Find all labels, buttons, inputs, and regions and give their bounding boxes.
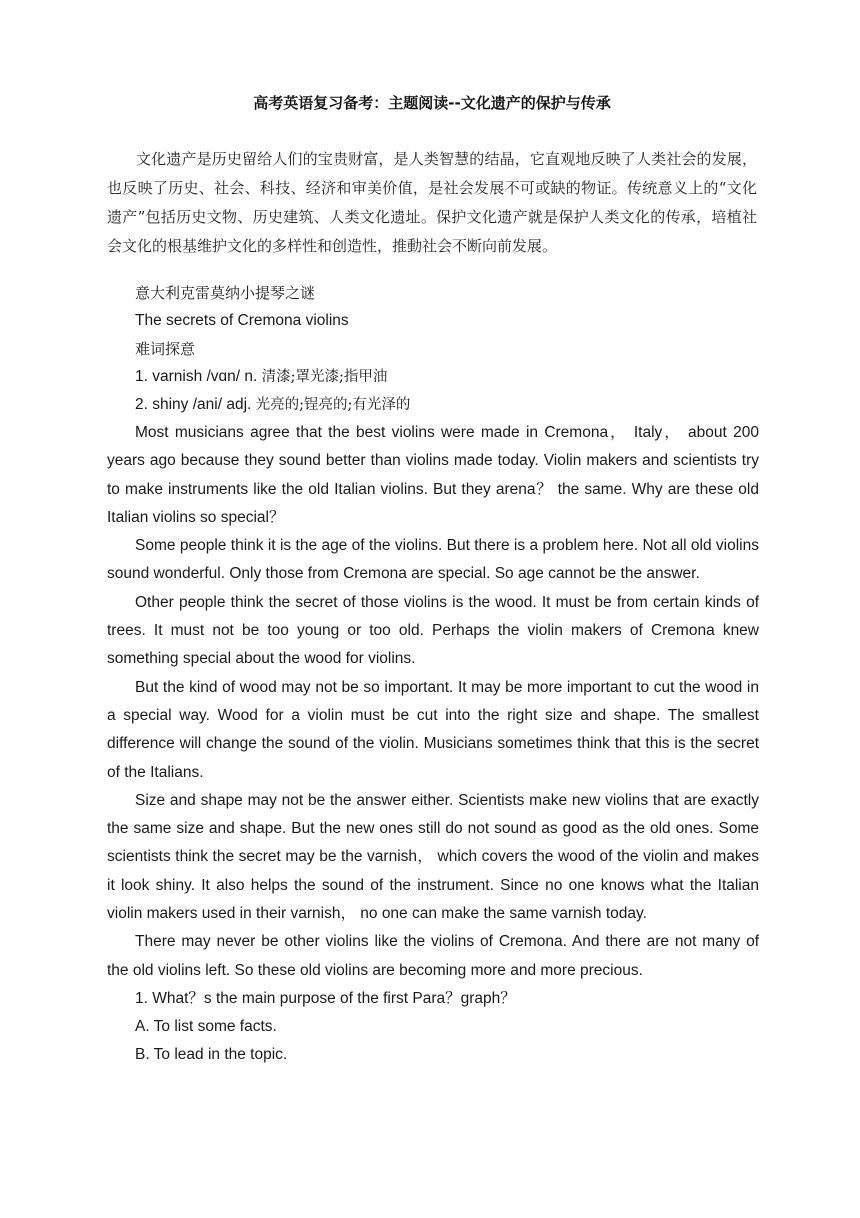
article-paragraph: Some people think it is the age of the violins. But there is a problem here. Not all old violins sound wonderful. Only those from Cremona are special. So age cannot be the answer. [107,537,759,583]
vocab-meaning: 清漆;罩光漆;指甲油 [261,369,388,385]
question-text: 1. What？s the main purpose of the first Para？graph？ [135,989,516,1007]
vocab-meaning: 光亮的;锃亮的;有光泽的 [255,397,411,413]
heading-chinese: 意大利克雷莫纳小提琴之谜 [135,284,316,302]
reading-section [107,279,759,1069]
vocab-item [107,391,759,419]
vocab-item [107,363,759,391]
document-title: 高考英语复习备考：主题阅读--文化遗产的保护与传承 [253,94,611,112]
article-paragraph: There may never be other violins like the violins of Cremona. And there are not many of the old violins left. So these old violins are becoming more and more precious. [107,933,759,979]
article-paragraph: Most musicians agree that the best violins were made in Cremona， Italy， about 200 years ago because they sound better than violins made today. Violin makers and scientists try to make instruments like the old Italian violins. But they arena？ the same. Why are these old Italian violins so special？ [107,424,759,526]
intro-paragraph: 文化遗产是历史留给人们的宝贵财富，是人类智慧的结晶，它直观地反映了人类社会的发展，也反映了历史、社会、科技、经济和审美价值，是社会发展不可或缺的物证。传统意义上的“文化遗产”包括历史文物、历史建筑、人类文化遗址。保护文化遗产就是保护人类文化的传承，培植社会文化的根基维护文化的多样性和创造性，推動社会不断向前发展。 [107,150,757,255]
answer-option: A. To list some facts. [135,1017,277,1035]
vocab-label: 难词探意 [135,340,196,358]
heading-english: The secrets of Cremona violins [135,312,349,329]
answer-option: B. To lead in the topic. [135,1045,288,1063]
article-paragraph: Other people think the secret of those violins is the wood. It must be from certain kinds of trees. It must not be too young or too old. Perhaps the violin makers of Cremona knew something special about the wood for violins. [107,593,759,668]
article-paragraph: But the kind of wood may not be so important. It may be more important to cut the wood in a special way. Wood for a violin must be cut into the right size and shape. The smallest difference will change the sound of the violin. Musicians sometimes think that this is the secret of the Italians. [107,678,759,781]
article-paragraph: Size and shape may not be the answer either. Scientists make new violins that are exactly the same size and shape. But the new ones still do not sound as good as the old ones. Some scientists think the secret may be the varnish， which covers the wood of the violin and makes it look shiny. It also helps the sound of the instrument. Since no one knows what the Italian violin makers used in their varnish， no one can make the same varnish today. [107,791,759,923]
vocab-term: 2. shiny /ani/ adj. [135,396,252,413]
vocab-term: 1. varnish /vɑn/ n. [135,368,258,385]
